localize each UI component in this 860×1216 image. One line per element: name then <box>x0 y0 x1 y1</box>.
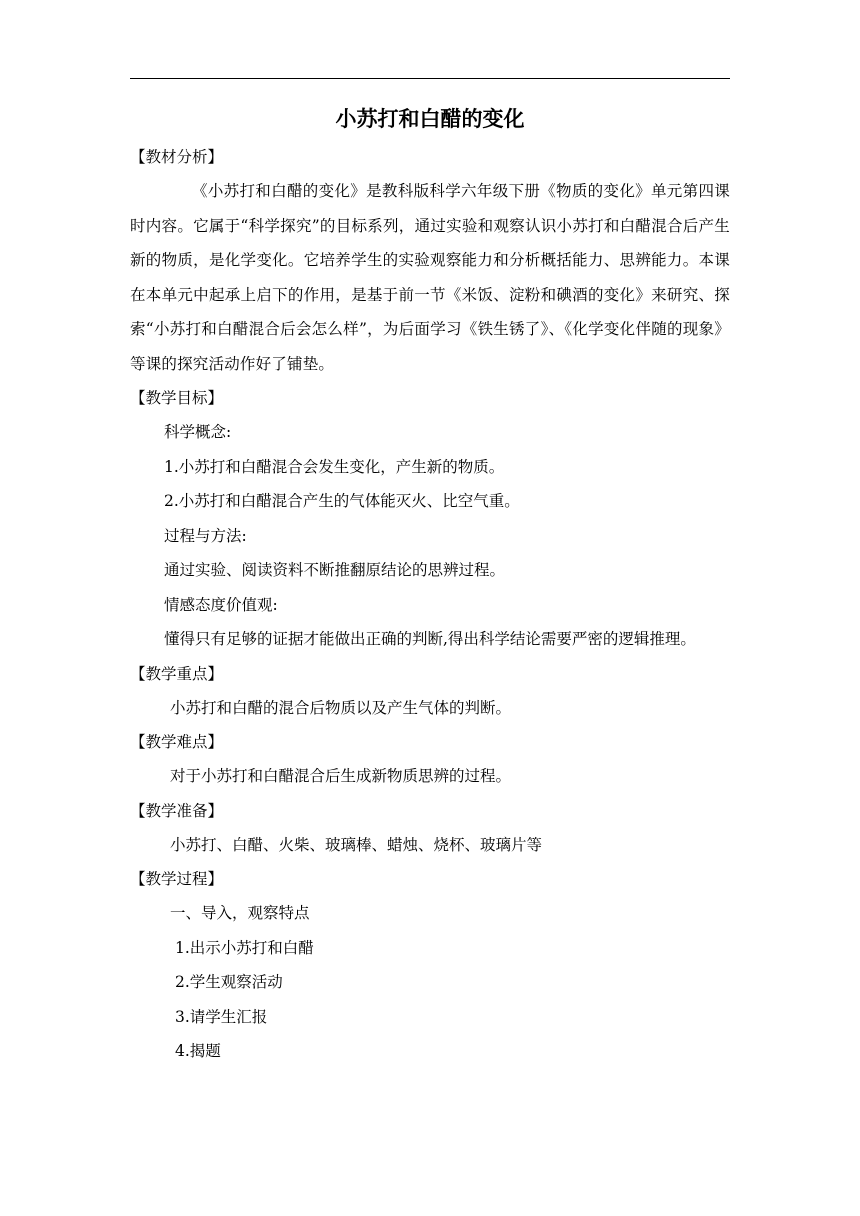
process-step-2: 2.学生观察活动 <box>175 973 283 991</box>
section-heading-preparation: 【教学准备】 <box>130 801 224 820</box>
section-heading-difficulties: 【教学难点】 <box>130 733 224 751</box>
header-rule <box>130 78 730 79</box>
concept-item-1: 1.小苏打和白醋混合会发生变化，产生新的物质。 <box>164 457 505 476</box>
process-step-3: 3.请学生汇报 <box>175 1007 268 1026</box>
section-heading-analysis: 【教材分析】 <box>130 148 224 166</box>
process-text: 通过实验、阅读资料不断推翻原结论的思辨过程。 <box>164 561 506 579</box>
section-heading-goals: 【教学目标】 <box>130 389 224 407</box>
concept-label: 科学概念: <box>164 423 232 441</box>
process-step-title: 一、导入，观察特点 <box>170 904 310 922</box>
document-page <box>130 104 730 1069</box>
process-label: 过程与方法: <box>164 526 247 545</box>
attitude-text: 懂得只有足够的证据才能做出正确的判断,得出科学结论需要严密的逻辑推理。 <box>164 630 696 648</box>
process-step-4: 4.揭题 <box>175 1042 221 1060</box>
section-heading-process: 【教学过程】 <box>130 870 224 888</box>
difficulties-text: 对于小苏打和白醋混合后生成新物质思辨的过程。 <box>170 767 512 785</box>
process-step-1: 1.出示小苏打和白醋 <box>175 938 314 957</box>
analysis-paragraph: 《小苏打和白醋的变化》是教科版科学六年级下册《物质的变化》单元第四课时内容。它属于“科学探究”的目标系列，通过实验和观察认识小苏打和白醋混合后产生新的物质，是化学变化。它培养学生的实验观察能力和分析概括能力、思辨能力。本课在本单元中起承上启下的作用，是基于前一节《米饭、淀粉和碘酒的变化》来研究、探索“小苏打和白醋混合后会怎么样”，为后面学习《铁生锈了》、《化学变化伴随的现象》等课的探究活动作好了铺垫。 <box>130 182 730 373</box>
section-heading-key-points: 【教学重点】 <box>130 664 224 683</box>
document-title: 小苏打和白醋的变化 <box>335 107 525 131</box>
preparation-text: 小苏打、白醋、火柴、玻璃棒、蜡烛、烧杯、玻璃片等 <box>170 835 543 854</box>
key-points-text: 小苏打和白醋的混合后物质以及产生气体的判断。 <box>170 698 512 717</box>
attitude-label: 情感态度价值观: <box>164 595 278 614</box>
concept-item-2: 2.小苏打和白醋混合产生的气体能灭火、比空气重。 <box>164 492 520 510</box>
